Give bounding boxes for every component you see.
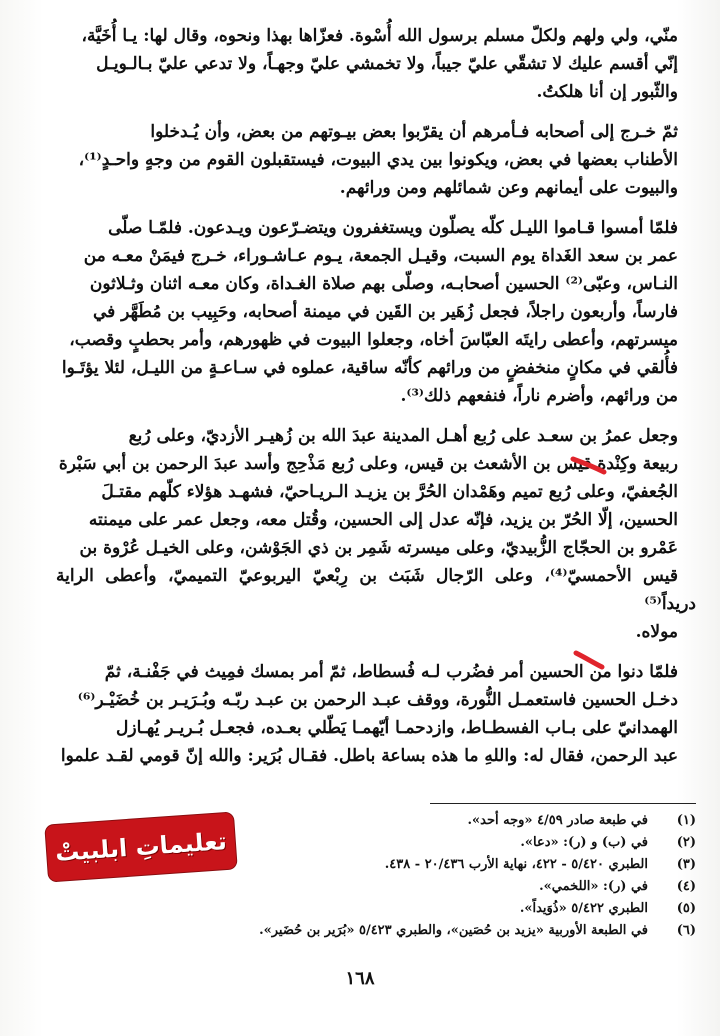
footnote-number: (١) <box>676 813 696 828</box>
text-line: فلمّا أمسوا قـاموا الليـل كلّه يصلّون ويستغفرون ويتضـرّعون ويـدعون. فلمّـا صلّى <box>108 218 678 238</box>
text-line: فأُلقي في مكانٍ منخفضٍ من ورائهم كأنّه ساقية، عملوه في سـاعـةٍ من الليـل، لئلا يؤتَـوا <box>61 358 678 378</box>
text-line: عَمْرو بن الحجّاج الزُّبيديّ، وعلى ميسرته شَمِر بن ذي الجَوْشن، وعلى الخيـل عُرْوة بن <box>79 538 678 558</box>
red-pen-mark <box>570 455 608 475</box>
footnote-text: الطبري ٥/٤٢٠ - ٤٢٢، نهاية الأرب ٢٠/٤٣٦ - ٤٣٨. <box>384 857 648 872</box>
text-line: الحسين، إلّا الحُرّ بن يزيد، فإنّه عدل إلى الحسين، وقُتل معه، وجعل عمر على ميمنته <box>88 510 678 530</box>
footnote-number: (٦) <box>676 923 696 938</box>
footnote-text: الطبري ٥/٤٢٢ «ذُوَيداً». <box>519 901 648 916</box>
text-line: ميسرتهم، وأعطى رايتَه العبّاسَ أخاه، وجعلوا البيوت في ظهورهم، وأمر بحطبٍ وقصب، <box>69 330 678 350</box>
text-line: عبد الرحمن، فقال له: واللهِ ما هذه بساعة باطل. فقـال بُرَير: والله إنّ قومي لقـد علموا <box>60 746 678 766</box>
text-line: من ورائهم، وأضرم ناراً، فنفعهم ذلك⁽³⁾. <box>400 386 678 406</box>
footnote-text: في الطبعة الأوربية «يزيد بن حُصَين»، والطبري ٥/٤٢٣ «بُرَير بن حُضَير». <box>259 923 648 938</box>
text-line: ثمّ خـرج إلى أصحابه فـأمرهم أن يقرّبوا بعض بيـوتهم من بعض، وأن يُـدخلوا <box>150 122 678 142</box>
paragraph-5 <box>56 658 696 770</box>
footnote-text: في (ب) و (ر): «دعا». <box>520 835 648 850</box>
text-line: النـاس، وعبّى⁽²⁾ الحسين أصحابـه، وصلّى بهم صلاة الغـداة، وكان معـه اثنان وثـلاثون <box>89 274 678 294</box>
text-line: وجعل عمرُ بن سعـد على رُبع أهـل المدينة عبدَ الله بن زُهيـر الأزديّ، وعلى رُبع <box>128 426 678 446</box>
text-line: الهمدانيّ على بـاب الفسطـاط، وازدحمـا أيّهمـا يَطّلي بعـده، فجعـل بُـريـر يُهـازل <box>116 718 678 738</box>
red-pen-mark <box>572 650 610 670</box>
text-line: إنّي أقسم عليك لا تشقّي عليّ جيباً، ولا تخمشي عليّ وجهـاً، ولا تدعي عليّ بـالـويـل <box>96 54 678 74</box>
text-line: دخـل الحسين فاستعمـل النُّورة، ووقف عبـد الرحمن بن عبـد ربّـه وبُـرَيـر بن خُضَيْـر⁽⁶⁾ <box>77 690 678 710</box>
paragraph-3 <box>56 214 696 410</box>
footnote-number: (٥) <box>676 901 696 916</box>
footnote-number: (٤) <box>676 879 696 894</box>
watermark-stamp <box>48 816 233 879</box>
text-line: فارساً، وأربعون راجلاً، فجعل زُهَير بن القَين في ميمنة أصحابه، وحَبِيب بن مُطَهَّر في <box>92 302 678 322</box>
text-line: والثّبور إن أنا هلكتُ. <box>536 82 678 102</box>
text-line: قيس الأحمسيّ⁽⁴⁾، وعلى الرّجال شَبَث بن رِبْعيّ اليربوعيّ التميميّ، وأعطى الراية دريداً⁽⁵⁾ <box>56 566 696 614</box>
text-line: والبيوت على أيمانهم وعن شمائلهم ومن ورائهم. <box>339 178 678 198</box>
text-line: عمر بن سعد الغَداة يوم السبت، وقيـل الجمعة، يـوم عـاشـوراء، خـرج فيمَنْ معـه من <box>83 246 678 266</box>
footnote <box>250 876 696 898</box>
footnotes <box>250 810 696 942</box>
footnote-text: في (ر): «اللخمي». <box>539 879 648 894</box>
footnote <box>250 920 696 942</box>
paragraph-1 <box>56 22 696 106</box>
stamp-text: تعليماتِ ابلبيتْ <box>54 827 228 867</box>
footnote-number: (٢) <box>676 835 696 850</box>
footnote <box>250 810 696 832</box>
footnote <box>250 832 696 854</box>
footnote-divider <box>430 803 696 804</box>
text-line: مولاه. <box>635 622 678 642</box>
footnote <box>250 898 696 920</box>
paragraph-2 <box>56 118 696 202</box>
footnote-number: (٣) <box>676 857 696 872</box>
footnote <box>250 854 696 876</box>
text-line: الجُعفيّ، وعلى رُبع تميم وهَمْدان الحُرَّ بن يزيـد الـريـاحيّ، فشهـد هؤلاء كلّهم مقتـلَ <box>101 482 678 502</box>
text-line: ربيعة وكِنْدة قيس بن الأشعث بن قيس، وعلى رُبع مَذْحِج وأسد عبدَ الرحمن بن أبي سَبْرة <box>58 454 678 474</box>
text-line: الأطناب بعضها في بعض، ويكونوا بين يدي البيوت، فيستقبلون القوم من وجهٍ واحـدٍ⁽¹⁾، <box>78 150 678 170</box>
text-line: فلمّا دنوا من الحسين أمر فضُرب لـه فُسطاط، ثمّ أمر بمسك فمِيث في جَفْنـة، ثمّ <box>104 662 678 682</box>
text-line: منّي، ولي ولهم ولكلّ مسلم برسول الله أُسْوة. فعزّاها بهذا ونحوه، وقال لها: يـا أُخَيَّة، <box>81 26 678 46</box>
footnote-text: في طبعة صادر ٤/٥٩ «وجه أحد». <box>467 813 648 828</box>
page-number: ١٦٨ <box>345 968 375 989</box>
